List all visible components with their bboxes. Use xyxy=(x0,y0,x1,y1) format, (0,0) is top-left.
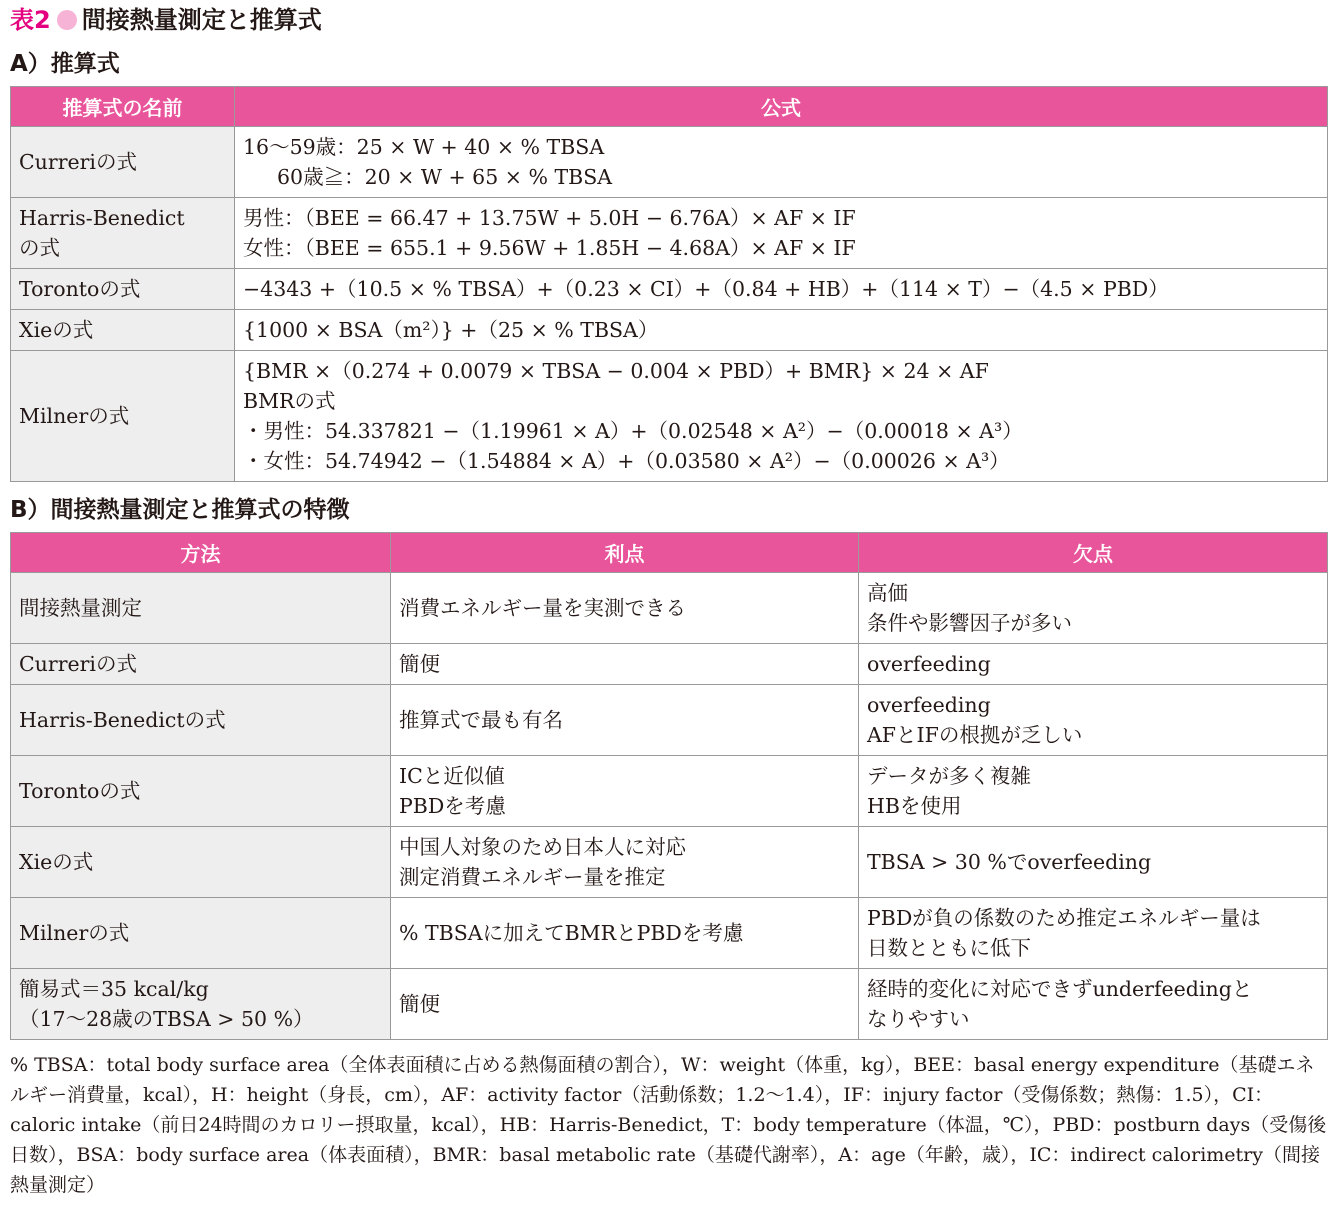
formula-line: 女性：（BEE = 655.1 + 9.56W + 1.85H − 4.68A）× AF × IF xyxy=(243,236,856,260)
cons-line: データが多く複雑 xyxy=(867,764,1031,788)
formula-name-line: Torontoの式 xyxy=(19,277,141,301)
features-row xyxy=(11,685,1328,756)
formula-cell xyxy=(235,269,1328,310)
cons-line: overfeeding xyxy=(867,693,991,717)
header-formula: 公式 xyxy=(235,87,1328,127)
cons-line: 日数とともに低下 xyxy=(867,936,1031,960)
formula-name-line: Xieの式 xyxy=(19,318,94,342)
cons-line: PBDが負の係数のため推定エネルギー量は xyxy=(867,906,1261,930)
features-row xyxy=(11,644,1328,685)
pros-line: 中国人対象のため日本人に対応 xyxy=(399,835,686,859)
formula-line: ・女性：54.74942 −（1.54884 × A）+（0.03580 × A²）−（0.00026 × A³） xyxy=(243,449,1010,473)
table-title xyxy=(10,4,1327,36)
formula-name-line: Curreriの式 xyxy=(19,150,137,174)
method-cell xyxy=(11,756,391,827)
cons-cell xyxy=(859,898,1328,969)
pros-line: 測定消費エネルギー量を推定 xyxy=(399,865,666,889)
features-row xyxy=(11,756,1328,827)
formula-row xyxy=(11,310,1328,351)
formula-row xyxy=(11,198,1328,269)
method-cell xyxy=(11,827,391,898)
footnote: % TBSA：total body surface area（全体表面積に占める熱傷面積の割合），W：weight（体重，kg），BEE：basal energy expenditure（基礎エネルギー消費量，kcal），H：height（身長，cm），AF：activity factor（活動係数；1.2～1.4），IF：injury factor（受傷係数；熱傷：1.5），CI：caloric intake（前日24時間のカロリー摂取量，kcal），HB：Harris-Benedict，T：body temperature（体温，℃），PBD：postburn days（受傷後日数），BSA：body surface area（体表面積），BMR：basal metabolic rate（基礎代謝率），A：age（年齢，歳），IC：indirect calorimetry（間接熱量測定） xyxy=(10,1054,1327,1196)
formula-row xyxy=(11,351,1328,482)
pros-cell xyxy=(391,685,859,756)
cons-line: 高価 xyxy=(867,581,908,605)
cons-cell xyxy=(859,969,1328,1040)
header-formula-name: 推算式の名前 xyxy=(11,87,235,127)
formula-name-cell xyxy=(11,310,235,351)
pros-cell xyxy=(391,898,859,969)
method-line: （17～28歳のTBSA > 50 %） xyxy=(19,1007,314,1031)
section-b-title: B）間接熱量測定と推算式の特徴 xyxy=(10,497,350,523)
formula-line: {BMR ×（0.274 + 0.0079 × TBSA − 0.004 × PBD）+ BMR} × 24 × AF xyxy=(243,359,989,383)
header-cons: 欠点 xyxy=(859,533,1328,573)
formula-name-line: Harris-Benedict xyxy=(19,206,185,230)
pros-cell xyxy=(391,827,859,898)
features-table xyxy=(10,532,1328,1040)
method-line: Milnerの式 xyxy=(19,921,130,945)
pros-cell xyxy=(391,644,859,685)
formula-name-cell xyxy=(11,351,235,482)
method-cell xyxy=(11,898,391,969)
formula-name-line: Milnerの式 xyxy=(19,404,130,428)
pros-line: 消費エネルギー量を実測できる xyxy=(399,596,686,620)
pros-line: ICと近似値 xyxy=(399,764,505,788)
cons-line: overfeeding xyxy=(867,652,991,676)
cons-line: 経時的変化に対応できずunderfeedingと xyxy=(867,977,1253,1001)
features-row xyxy=(11,898,1328,969)
features-table-header xyxy=(11,533,1328,573)
cons-cell xyxy=(859,644,1328,685)
cons-cell xyxy=(859,685,1328,756)
method-cell xyxy=(11,573,391,644)
formula-table-header xyxy=(11,87,1328,127)
method-cell xyxy=(11,644,391,685)
pros-line: PBDを考慮 xyxy=(399,794,506,818)
pros-line: % TBSAに加えてBMRとPBDを考慮 xyxy=(399,921,744,945)
formula-line: 60歳≧：20 × W + 65 × % TBSA xyxy=(277,165,613,189)
cons-line: 条件や影響因子が多い xyxy=(867,611,1072,635)
formula-line: ・男性：54.337821 −（1.19961 × A）+（0.02548 × A²）−（0.00018 × A³） xyxy=(243,419,1023,443)
pros-cell xyxy=(391,573,859,644)
cons-line: HBを使用 xyxy=(867,794,962,818)
formula-name-line: の式 xyxy=(19,236,60,260)
section-a-title: A）推算式 xyxy=(10,51,120,77)
header-method: 方法 xyxy=(11,533,391,573)
method-line: Curreriの式 xyxy=(19,652,137,676)
formula-line: {1000 × BSA（m²）} +（25 × % TBSA） xyxy=(243,318,659,342)
cons-line: TBSA > 30 %でoverfeeding xyxy=(867,850,1152,874)
formula-table xyxy=(10,86,1328,482)
formula-name-cell xyxy=(11,198,235,269)
pros-line: 簡便 xyxy=(399,652,440,676)
features-row xyxy=(11,827,1328,898)
formula-line: 男性：（BEE = 66.47 + 13.75W + 5.0H − 6.76A）× AF × IF xyxy=(243,206,856,230)
formula-cell xyxy=(235,351,1328,482)
method-line: 簡易式＝35 kcal/kg xyxy=(19,977,209,1001)
method-line: Xieの式 xyxy=(19,850,94,874)
cons-line: なりやすい xyxy=(867,1007,970,1031)
formula-row xyxy=(11,127,1328,198)
formula-table-body xyxy=(11,127,1328,482)
features-table-body xyxy=(11,573,1328,1040)
table-number: 表2 xyxy=(10,6,51,34)
formula-line: BMRの式 xyxy=(243,389,336,413)
cons-cell xyxy=(859,827,1328,898)
table-title-text: 間接熱量測定と推算式 xyxy=(81,6,322,34)
formula-name-cell xyxy=(11,269,235,310)
features-row xyxy=(11,969,1328,1040)
cons-cell xyxy=(859,756,1328,827)
pros-line: 簡便 xyxy=(399,992,440,1016)
header-pros: 利点 xyxy=(391,533,859,573)
pink-dot-icon xyxy=(57,10,77,30)
formula-cell xyxy=(235,127,1328,198)
formula-cell xyxy=(235,198,1328,269)
cons-cell xyxy=(859,573,1328,644)
method-cell xyxy=(11,969,391,1040)
method-line: 間接熱量測定 xyxy=(19,596,142,620)
formula-row xyxy=(11,269,1328,310)
pros-cell xyxy=(391,969,859,1040)
formula-name-cell xyxy=(11,127,235,198)
pros-line: 推算式で最も有名 xyxy=(399,708,563,732)
method-line: Harris-Benedictの式 xyxy=(19,708,226,732)
formula-cell xyxy=(235,310,1328,351)
formula-line: 16～59歳：25 × W + 40 × % TBSA xyxy=(243,135,605,159)
cons-line: AFとIFの根拠が乏しい xyxy=(867,723,1083,747)
method-cell xyxy=(11,685,391,756)
method-line: Torontoの式 xyxy=(19,779,141,803)
pros-cell xyxy=(391,756,859,827)
formula-line: −4343 +（10.5 × % TBSA）+（0.23 × CI）+（0.84 + HB）+（114 × T）−（4.5 × PBD） xyxy=(243,277,1169,301)
features-row xyxy=(11,573,1328,644)
